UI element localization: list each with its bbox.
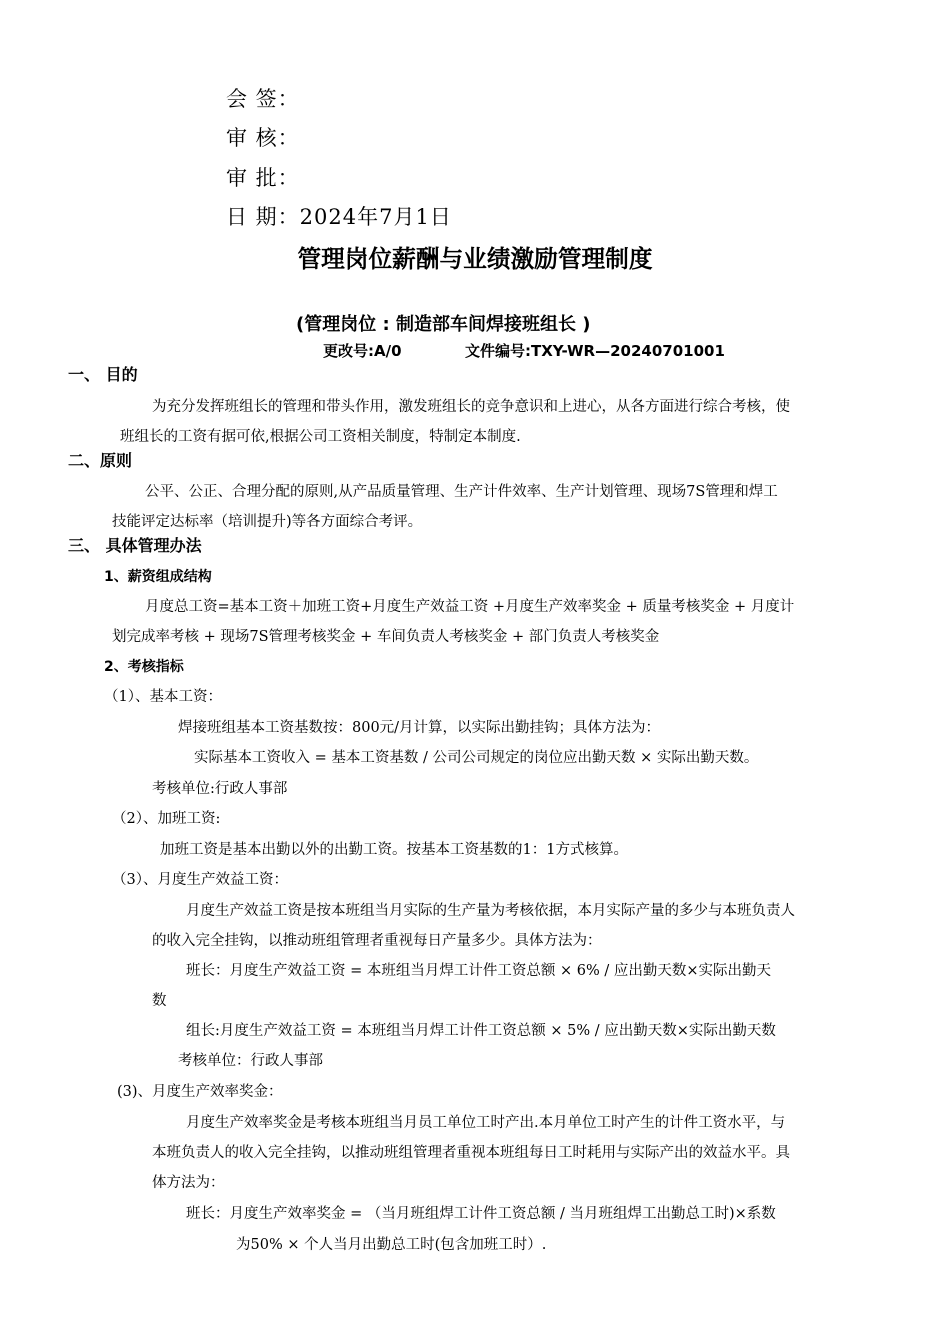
document-subtitle: (管理岗位 : 制造部车间焊接班组长 ) xyxy=(296,314,591,335)
production-benefit-unit: 考核单位：行政人事部 xyxy=(178,1053,323,1069)
file-number: 文件编号:TXY-WR—20240701001 xyxy=(465,342,725,360)
overtime-line: 加班工资是基本出勤以外的出勤工资。按基本工资基数的1：1方式核算。 xyxy=(160,842,628,858)
production-benefit-formula-group: 组长:月度生产效益工资 = 本班组当月焊工计件工资总额 × 5% / 应出勤天数×实际出勤天数 xyxy=(186,1023,776,1039)
efficiency-bonus-formula: 为50% × 个人当月出勤总工时(包含加班工时）. xyxy=(236,1237,547,1253)
production-benefit-line: 月度生产效益工资是按本班组当月实际的生产量为考核依据，本月实际产量的多少与本班负责人 xyxy=(186,903,795,919)
purpose-text-line: 为充分发挥班组长的管理和带头作用，激发班组长的竞争意识和上进心，从各方面进行综合考核，使 xyxy=(152,399,790,415)
purpose-text-line: 班组长的工资有据可依,根据公司工资相关制度，特制定本制度. xyxy=(120,429,521,445)
efficiency-bonus-line: 本班负责人的收入完全挂钩，以推动班组管理者重视本班组每日工时耗用与实际产出的效益水平。具 xyxy=(152,1145,790,1161)
efficiency-bonus-formula: 班长：月度生产效率奖金 = （当月班组焊工计件工资总额 / 当月班组焊工出勤总工时)×系数 xyxy=(186,1206,776,1222)
document-title: 管理岗位薪酬与业绩激励管理制度 xyxy=(297,245,653,273)
overtime-heading: （2）、加班工资: xyxy=(112,811,221,827)
principle-text-line: 技能评定达标率（培训提升)等各方面综合考评。 xyxy=(112,514,423,530)
section-methods-heading: 三、 具体管理办法 xyxy=(68,536,202,555)
principle-text-line: 公平、公正、合理分配的原则,从产品质量管理、生产计件效率、生产计划管理、现场7S管理和焊工 xyxy=(145,484,778,500)
production-benefit-formula-leader: 数 xyxy=(152,993,167,1009)
production-benefit-formula-leader: 班长：月度生产效益工资 = 本班组当月焊工计件工资总额 × 6% / 应出勤天数×实际出勤天 xyxy=(186,963,771,979)
revision-number: 更改号:A/0 xyxy=(323,342,402,360)
salary-structure-heading: 1、薪资组成结构 xyxy=(104,569,212,585)
section-purpose-heading: 一、 目的 xyxy=(68,365,138,384)
basic-wage-formula: 实际基本工资收入 = 基本工资基数 / 公司公司规定的岗位应出勤天数 × 实际出勤天数。 xyxy=(194,750,759,766)
salary-structure-line: 划完成率考核 + 现场7S管理考核奖金 + 车间负责人考核奖金 + 部门负责人考核奖金 xyxy=(112,629,660,645)
production-benefit-heading: （3）、月度生产效益工资： xyxy=(112,872,288,888)
efficiency-bonus-line: 月度生产效率奖金是考核本班组当月员工单位工时产出.本月单位工时产生的计件工资水平，与 xyxy=(186,1115,786,1131)
date-label: 日 期：2024年7月1日 xyxy=(226,205,452,229)
review-label: 审 核： xyxy=(226,126,300,150)
efficiency-bonus-heading: (3)、月度生产效率奖金： xyxy=(117,1084,283,1100)
approve-label: 审 批： xyxy=(226,166,300,190)
assessment-indicators-heading: 2、考核指标 xyxy=(104,659,184,675)
basic-wage-unit: 考核单位:行政人事部 xyxy=(152,781,288,797)
basic-wage-heading: （1）、基本工资： xyxy=(104,689,222,705)
section-principle-heading: 二、原则 xyxy=(68,451,133,470)
efficiency-bonus-line: 体方法为： xyxy=(152,1175,225,1191)
countersign-label: 会 签： xyxy=(226,87,300,111)
salary-structure-line: 月度总工资=基本工资＋加班工资+月度生产效益工资 +月度生产效率奖金 + 质量考核奖金 + 月度计 xyxy=(145,599,795,615)
production-benefit-line: 的收入完全挂钩，以推动班组管理者重视每日产量多少。具体方法为： xyxy=(152,933,602,949)
basic-wage-line: 焊接班组基本工资基数按：800元/月计算，以实际出勤挂钩；具体方法为： xyxy=(178,720,661,736)
